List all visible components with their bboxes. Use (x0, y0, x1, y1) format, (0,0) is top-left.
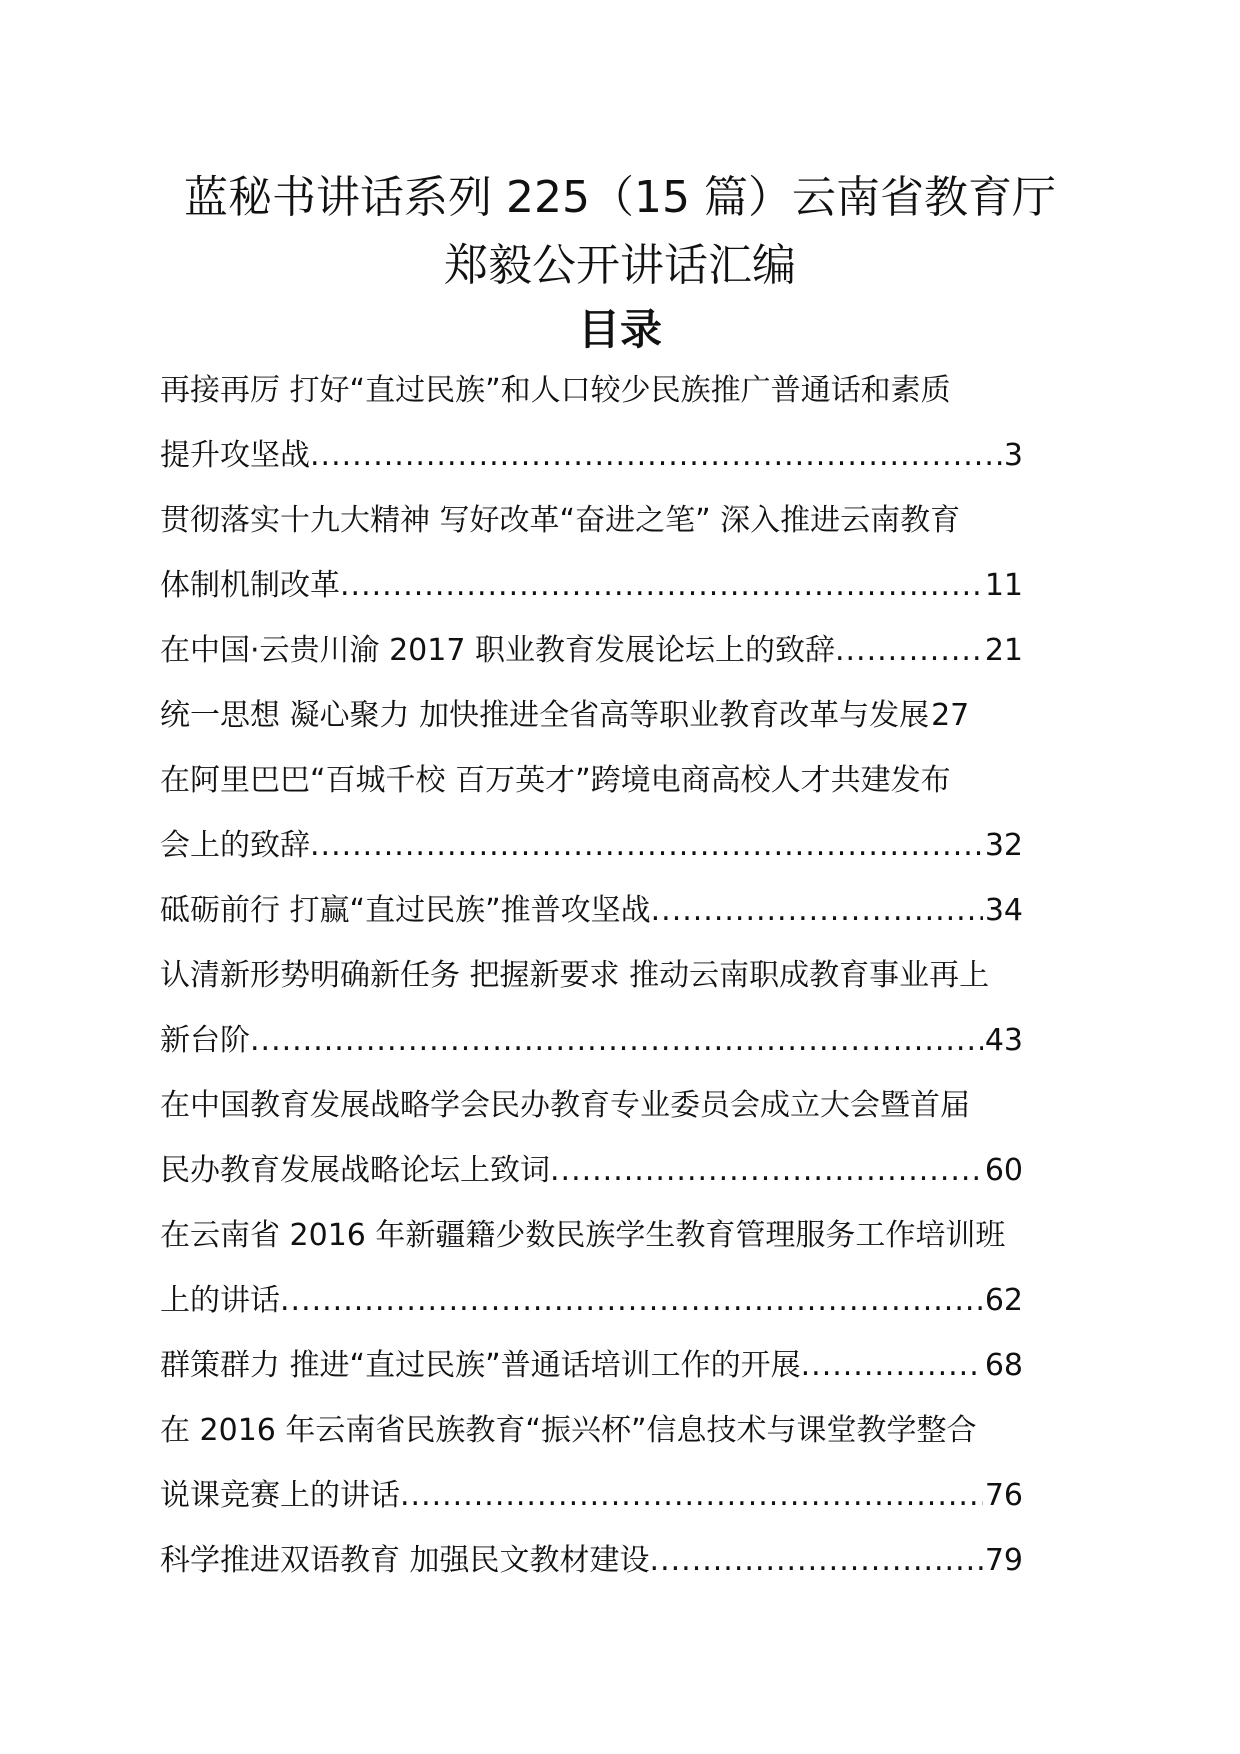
toc-entry[interactable] (160, 1528, 1100, 1593)
toc-entry[interactable] (160, 488, 1100, 618)
toc-entry-title-line: 再接再厉 打好“直过民族”和人口较少民族推广普通话和素质 (160, 373, 951, 408)
toc-entry-page-number: 79 (984, 1543, 1023, 1578)
toc-entry-title: 群策群力 推进“直过民族”普通话培训工作的开展 (160, 1348, 801, 1383)
toc-entry-page-number: 27 (931, 698, 970, 733)
toc-entry-last-line (160, 618, 1023, 683)
toc-entry-title: 体制机制改革 (160, 568, 340, 603)
toc-entry-title-line: 在云南省 2016 年新疆籍少数民族学生教育管理服务工作培训班 (160, 1218, 1006, 1253)
toc-entry-title: 砥砺前行 打赢“直过民族”推普攻坚战 (160, 893, 651, 928)
toc-entry-last-line (160, 423, 1023, 488)
document-title-line-1: 蓝秘书讲话系列 225（15 篇）云南省教育厅 (184, 172, 1056, 223)
toc-entry[interactable] (160, 1073, 1100, 1203)
toc-entry-page-number: 34 (984, 893, 1023, 928)
toc-entry-last-line (160, 1528, 1023, 1593)
toc-entry-title: 上的讲话 (160, 1283, 280, 1318)
toc-entry[interactable] (160, 748, 1100, 878)
toc-entry[interactable] (160, 943, 1100, 1073)
toc-entry[interactable] (160, 878, 1100, 943)
toc-entry-page-number: 43 (984, 1023, 1023, 1058)
toc-entry-title: 在中国·云贵川渝 2017 职业教育发展论坛上的致辞 (160, 633, 835, 668)
toc-entry[interactable] (160, 1203, 1100, 1333)
toc-entry-last-line (160, 553, 1023, 618)
toc-entry-title-line: 贯彻落实十九大精神 写好改革“奋进之笔” 深入推进云南教育 (160, 503, 961, 538)
toc-entry-last-line (160, 878, 1023, 943)
toc-entry-title: 提升攻坚战 (160, 438, 310, 473)
toc-entry-page-number: 11 (984, 568, 1023, 603)
toc-entry[interactable] (160, 358, 1100, 488)
toc-entry[interactable] (160, 1398, 1100, 1528)
toc-entry[interactable] (160, 683, 1100, 748)
dot-leader (651, 878, 983, 943)
dot-leader (310, 813, 983, 878)
toc-entry-page-number: 76 (984, 1478, 1023, 1513)
dot-leader (340, 553, 983, 618)
toc-entry-last-line (160, 813, 1023, 878)
dot-leader (550, 1138, 983, 1203)
toc-entry-title: 说课竞赛上的讲话 (160, 1478, 400, 1513)
toc-entry-title-line: 在 2016 年云南省民族教育“振兴杯”信息技术与课堂教学整合 (160, 1413, 977, 1448)
toc-heading: 目录 (577, 305, 662, 354)
dot-leader (801, 1333, 983, 1398)
toc-entry-page-number: 62 (984, 1283, 1023, 1318)
toc-entry-title-line: 在阿里巴巴“百城千校 百万英才”跨境电商高校人才共建发布 (160, 763, 951, 798)
toc-entry-title-line: 在中国教育发展战略学会民办教育专业委员会成立大会暨首届 (160, 1088, 970, 1123)
dot-leader (650, 1528, 983, 1593)
toc-entry-last-line (160, 1463, 1023, 1528)
toc-entry-title: 会上的致辞 (160, 828, 310, 863)
toc-entry-title-line: 认清新形势明确新任务 把握新要求 推动云南职成教育事业再上 (160, 958, 990, 993)
toc-entry-page-number: 60 (984, 1153, 1023, 1188)
toc-entry-last-line (160, 1138, 1023, 1203)
toc-entry-last-line (160, 683, 1023, 748)
toc-entry-page-number: 68 (984, 1348, 1023, 1383)
toc-entry-last-line (160, 1333, 1023, 1398)
dot-leader (280, 1268, 983, 1333)
dot-leader (400, 1463, 983, 1528)
document-title-line-2: 郑毅公开讲话汇编 (444, 240, 796, 291)
dot-leader (250, 1008, 983, 1073)
toc-entry[interactable] (160, 1333, 1100, 1398)
toc-entry-last-line (160, 1008, 1023, 1073)
toc-entry-last-line (160, 1268, 1023, 1333)
toc-entry-title: 统一思想 凝心聚力 加快推进全省高等职业教育改革与发展 (160, 698, 930, 733)
table-of-contents (160, 358, 1100, 1593)
toc-entry[interactable] (160, 618, 1100, 683)
dot-leader (835, 618, 983, 683)
toc-entry-page-number: 32 (984, 828, 1023, 863)
toc-entry-title: 科学推进双语教育 加强民文教材建设 (160, 1543, 650, 1578)
toc-entry-page-number: 3 (1003, 438, 1023, 473)
toc-entry-title: 民办教育发展战略论坛上致词 (160, 1153, 550, 1188)
dot-leader (310, 423, 1002, 488)
toc-entry-title: 新台阶 (160, 1023, 250, 1058)
toc-entry-page-number: 21 (984, 633, 1023, 668)
